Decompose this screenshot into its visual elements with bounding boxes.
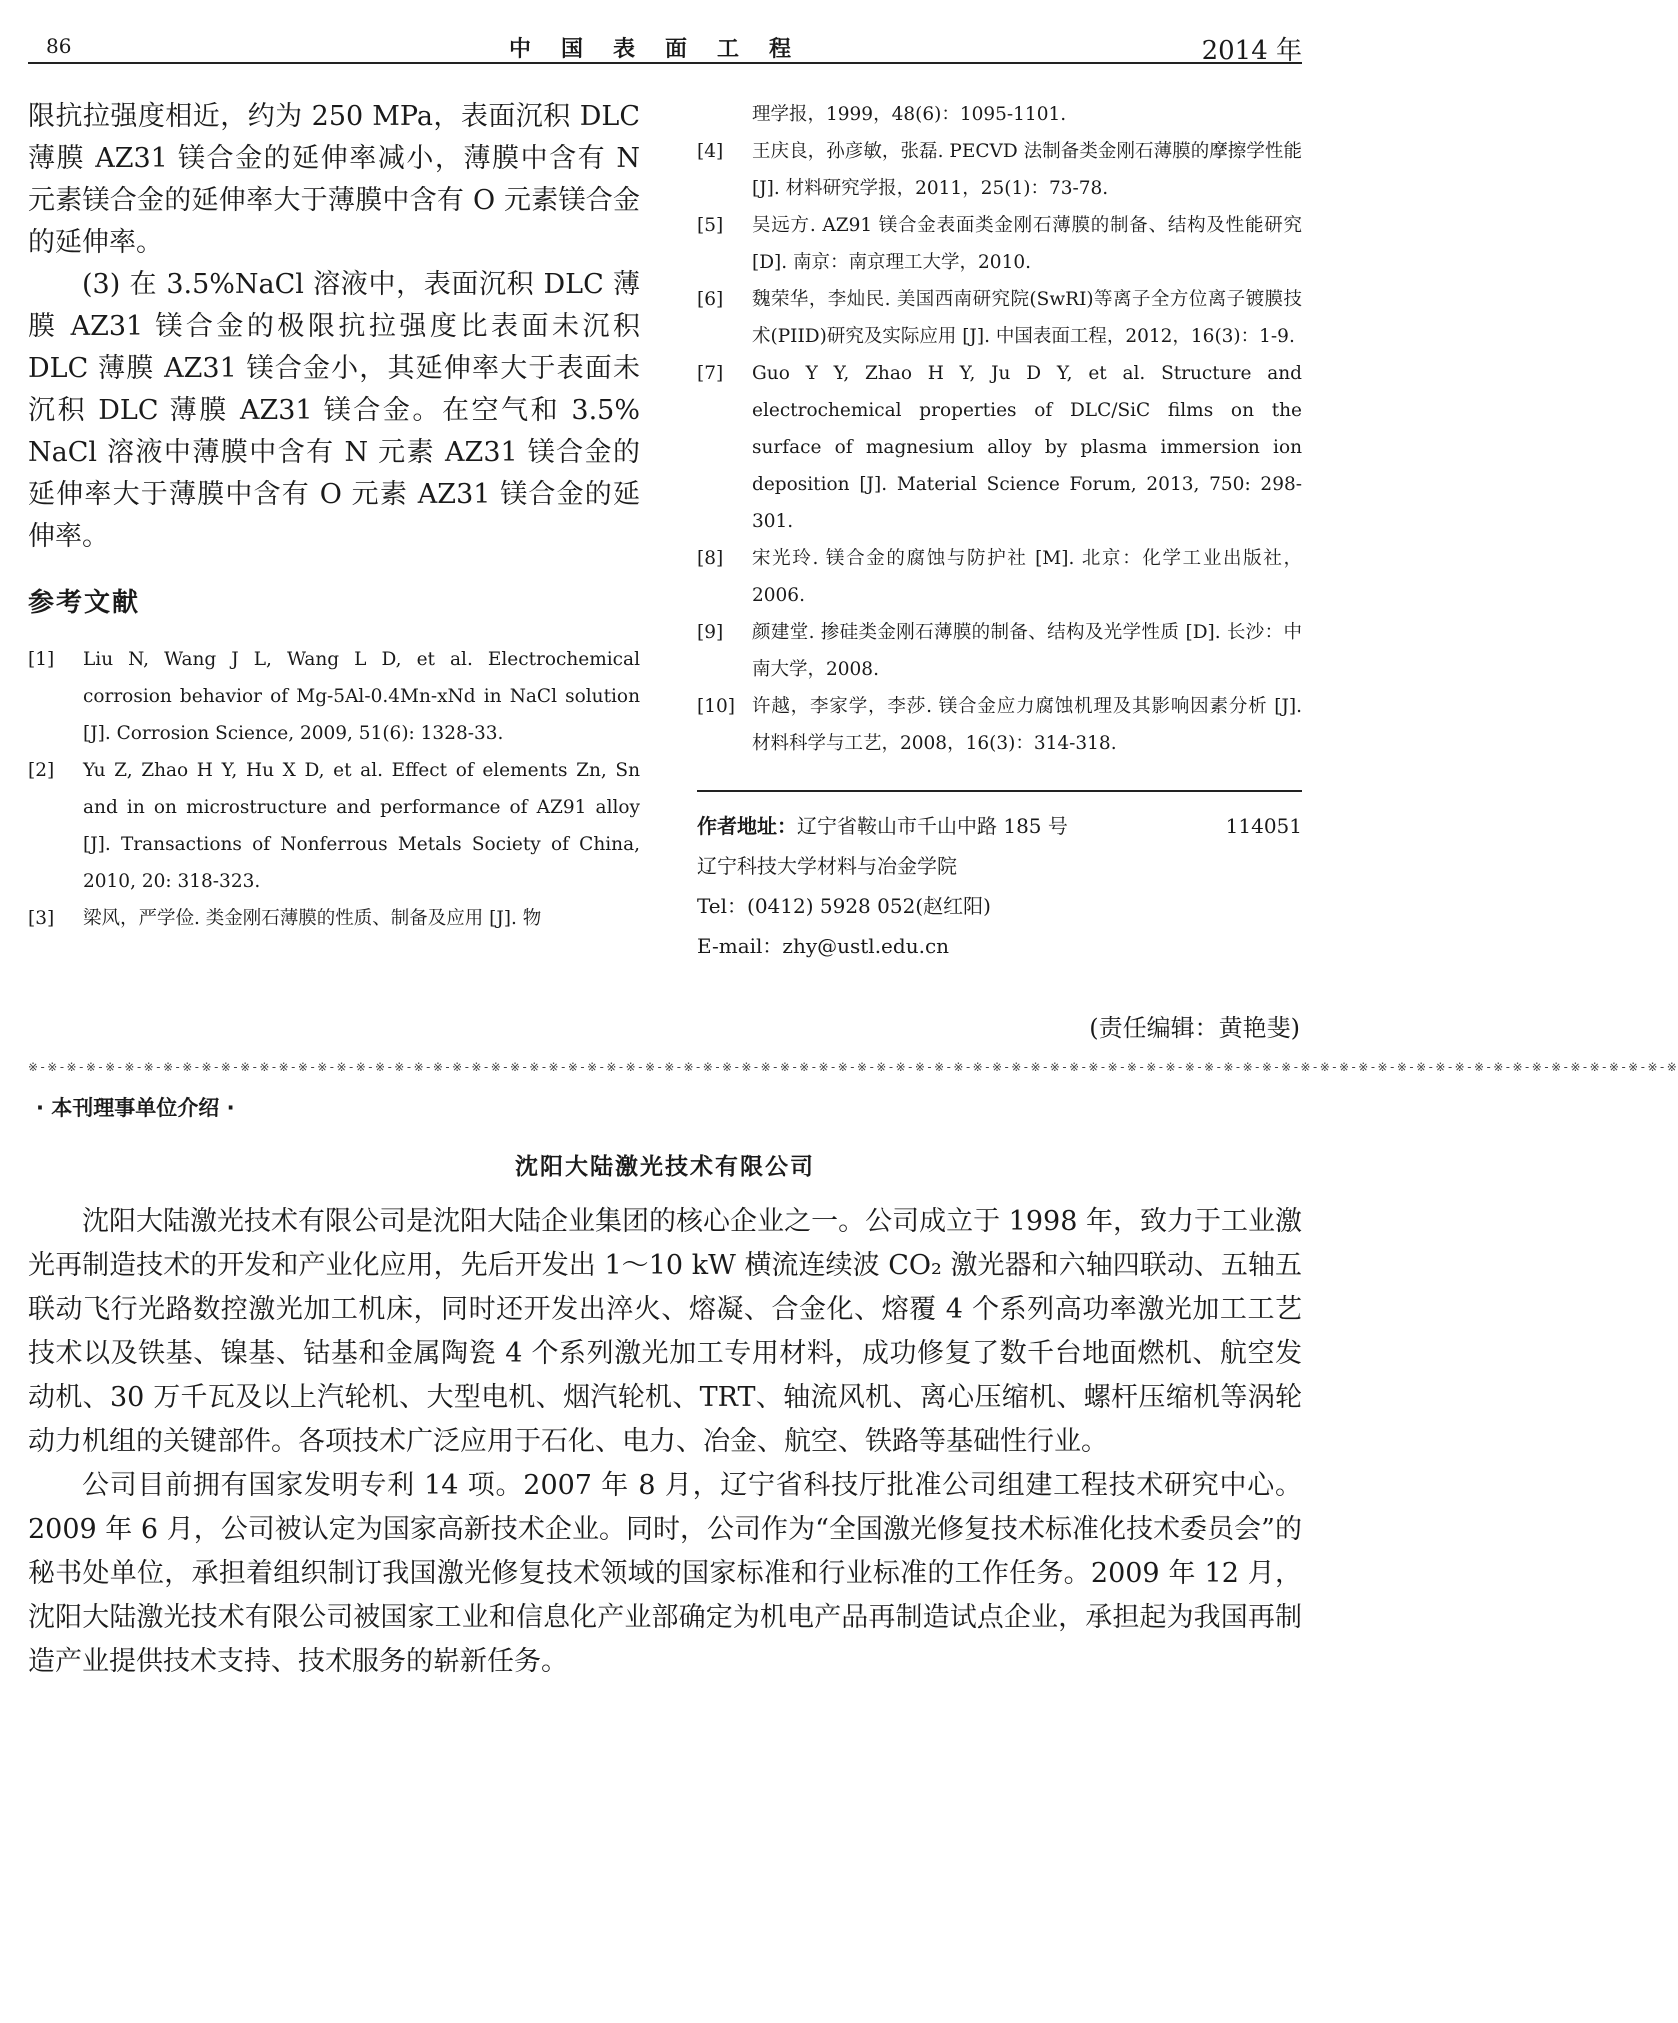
reference-text: 许越，李家学，李莎. 镁合金应力腐蚀机理及其影响因素分析 [J]. 材料科学与工艺，2008，16(3)：314-318.: [752, 696, 1302, 754]
reference-text: 吴远方. AZ91 镁合金表面类金刚石薄膜的制备、结构及性能研究 [D]. 南京：南京理工大学，2010.: [752, 215, 1302, 273]
company-paragraph: 沈阳大陆激光技术有限公司是沈阳大陆企业集团的核心企业之一。公司成立于 1998 年，致力于工业激光再制造技术的开发和产业化应用，先后开发出 1～10 kW 横流连续波 CO₂ 激光器和六轴四联动、五轴五联动飞行光路数控激光加工机床，同时还开发出淬火、熔凝、合金化、熔覆 4 个系列高功率激光加工工艺技术以及铁基、镍基、钴基和金属陶瓷 4 个系列激光加工专用材料，成功修复了数千台地面燃机、航空发动机、30 万千瓦及以上汽轮机、大型电机、烟汽轮机、TRT、轴流风机、离心压缩机、螺杆压缩机等涡轮动力机组的关键部件。各项技术广泛应用于石化、电力、冶金、航空、铁路等基础性行业。: [28, 1206, 1302, 1457]
responsible-editor: (责任编辑：黄艳斐): [1089, 1014, 1300, 1042]
telephone: Tel：(0412) 5928 052(赵红阳): [697, 894, 991, 918]
reference-item: [697, 540, 1302, 614]
reference-number: [9]: [697, 622, 724, 643]
reference-item: [697, 207, 1302, 281]
address-label: 作者地址：: [697, 814, 797, 838]
institution: 辽宁科技大学材料与冶金学院: [697, 854, 957, 878]
reference-number: [10]: [697, 696, 735, 717]
reference-item: [697, 133, 1302, 207]
email: E-mail：zhy@ustl.edu.cn: [697, 934, 950, 958]
author-address-line: [697, 806, 1302, 846]
reference-number: [2]: [28, 760, 55, 781]
section-tag: · 本刊理事单位介绍 ·: [36, 1096, 235, 1120]
reference-item: [697, 688, 1302, 762]
address-text: 辽宁省鞍山市千山中路 185 号: [797, 814, 1068, 838]
reference-number: [4]: [697, 141, 724, 162]
reference-number: [3]: [28, 908, 55, 929]
reference-continuation: 理学报，1999，48(6)：1095-1101.: [752, 104, 1067, 125]
reference-text: 颜建堂. 掺硅类金刚石薄膜的制备、结构及光学性质 [D]. 长沙：中南大学，2008.: [752, 622, 1302, 680]
decorative-separator: ※-※-※-※-※-※-※-※-※-※-※-※-※-※-※-※-※-※-※-※-※-※-※-※-※-※-※-※-※-※-※-※-※-※-※-※-※-※-※-※-※-※-※-※-※-※-※-※-※-※-※-※-※-※-※-※-※-※-※-※-※-※-※-※-※-※-※-※-※-※-※-※-※-※-※-※-※-※-※-※-※-※-※-※-※-※: [28, 1060, 1678, 1074]
company-paragraph: 公司目前拥有国家发明专利 14 项。2007 年 8 月，辽宁省科技厅批准公司组建工程技术研究中心。2009 年 6 月，公司被认定为国家高新技术企业。同时，公司作为“全国激光修复技术标准化技术委员会”的秘书处单位，承担着组织制订我国激光修复技术领域的国家标准和行业标准的工作任务。2009 年 12 月，沈阳大陆激光技术有限公司被国家工业和信息化产业部确定为机电产品再制造试点企业，承担起为我国再制造产业提供技术支持、技术服务的崭新任务。: [28, 1470, 1302, 1677]
reference-text: Yu Z, Zhao H Y, Hu X D, et al. Effect of elements Zn, Sn and in on microstructure and performance of AZ91 alloy [J]. Transactions of Nonferrous Metals Society of China, 2010, 20: 318-323.: [83, 760, 640, 892]
reference-item: [697, 281, 1302, 355]
reference-text: Guo Y Y, Zhao H Y, Ju D Y, et al. Structure and electrochemical properties of DLC/SiC films on the surface of magnesium alloy by plasma immersion ion deposition [J]. Material Science Forum, 2013, 750: 298-301.: [752, 363, 1302, 532]
reference-text: 宋光玲. 镁合金的腐蚀与防护社 [M]. 北京：化学工业出版社，2006.: [752, 548, 1302, 606]
journal-title: 中国表面工程: [508, 37, 821, 62]
right-column: [697, 96, 1302, 966]
address-rule: [697, 790, 1302, 792]
company-title: 沈阳大陆激光技术有限公司: [515, 1154, 815, 1180]
postcode: 114051: [1225, 814, 1302, 838]
reference-text: 王庆良，孙彦敏，张磊. PECVD 法制备类金刚石薄膜的摩擦学性能 [J]. 材料研究学报，2011，25(1)：73-78.: [752, 141, 1302, 199]
reference-text: Liu N, Wang J L, Wang L D, et al. Electrochemical corrosion behavior of Mg-5Al-0.4Mn-xNd in NaCl solution [J]. Corrosion Science, 2009, 51(6): 1328-33.: [83, 649, 640, 744]
conclusion-paragraph: (3) 在 3.5%NaCl 溶液中，表面沉积 DLC 薄膜 AZ31 镁合金的极限抗拉强度比表面未沉积 DLC 薄膜 AZ31 镁合金小，其延伸率大于表面未沉积 DLC 薄膜 AZ31 镁合金。在空气和 3.5% NaCl 溶液中薄膜中含有 N 元素 AZ31 镁合金的延伸率大于薄膜中含有 O 元素 AZ31 镁合金的延伸率。: [28, 269, 640, 552]
reference-item: [28, 900, 640, 937]
reference-text: 梁风，严学俭. 类金刚石薄膜的性质、制备及应用 [J]. 物: [83, 908, 542, 929]
running-header: [28, 22, 1302, 66]
conclusion-paragraph: 限抗拉强度相近，约为 250 MPa，表面沉积 DLC 薄膜 AZ31 镁合金的延伸率减小，薄膜中含有 N 元素镁合金的延伸率大于薄膜中含有 O 元素镁合金的延伸率。: [28, 101, 640, 258]
reference-number: [6]: [697, 289, 724, 310]
issue-year: 2014 年: [1201, 36, 1302, 66]
reference-number: [1]: [28, 649, 55, 670]
reference-number: [7]: [697, 363, 724, 384]
reference-item: [697, 355, 1302, 540]
reference-item: [28, 641, 640, 752]
company-intro-body: [28, 1200, 1302, 1684]
references-heading: 参考文献: [28, 588, 141, 618]
reference-text: 魏荣华，李灿民. 美国西南研究院(SwRI)等离子全方位离子镀膜技术(PIID)研究及实际应用 [J]. 中国表面工程，2012，16(3)：1-9.: [752, 289, 1302, 347]
reference-number: [8]: [697, 548, 724, 569]
reference-item: [28, 752, 640, 900]
header-rule: [28, 62, 1302, 64]
left-column: [28, 96, 640, 937]
reference-item: [697, 614, 1302, 688]
reference-number: [5]: [697, 215, 724, 236]
page-number: 86: [46, 34, 72, 58]
